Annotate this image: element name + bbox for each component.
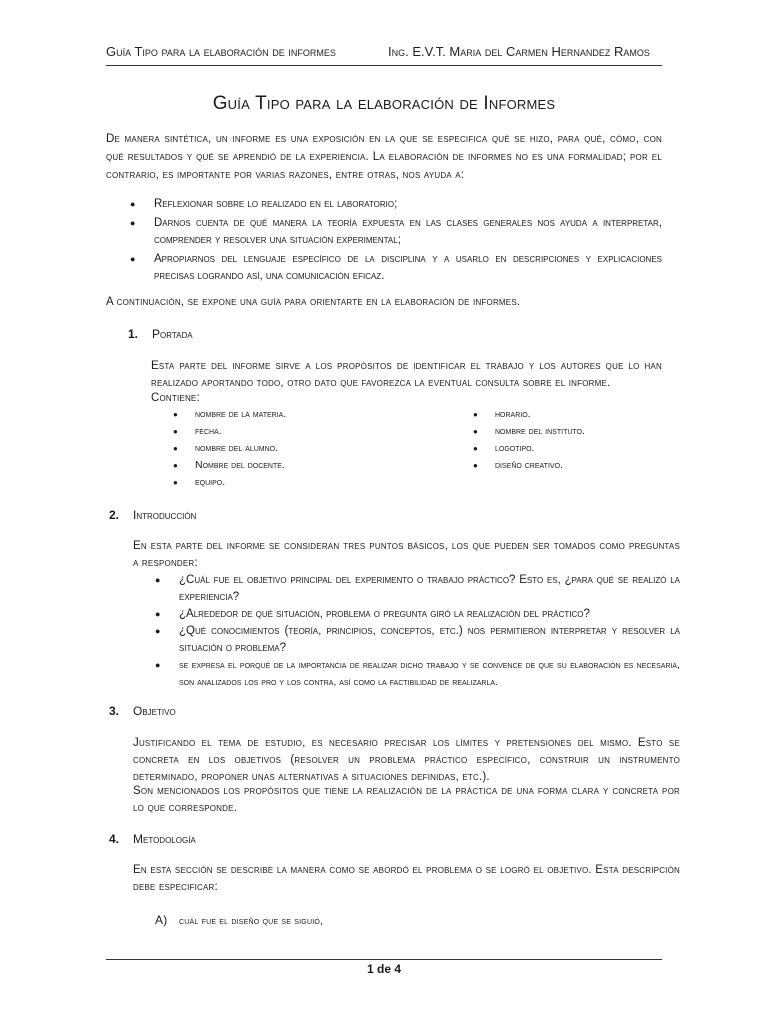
list-item: ● diseño creativo. [473, 457, 673, 474]
section-introduccion-heading [109, 508, 196, 522]
intro-bullet-3: ● Apropiarnos del lenguaje específico de la disciplina y a usarlo en descripciones y explicaciones precisas logrando así, una comunicación eficaz. [130, 251, 662, 285]
introduccion-bullet-3: ● ¿Qué conocimientos (teoría, principios, conceptos, etc.) nos permitieron interpretar y resolver la situación o problema? [155, 623, 680, 657]
objetivo-paragraph-2: Son mencionados los propósitos que tiene la realización de la práctica de una forma clara y concreta por lo que corresponde. [133, 785, 680, 814]
item-a-label: A) [155, 913, 168, 927]
header-document-title: Guía Tipo para la elaboración de informes [106, 44, 336, 59]
portada-list-right [473, 406, 673, 474]
section-number: 1. [128, 327, 139, 341]
metodologia-paragraph: En esta sección se describe la manera como se abordó el problema o se logró el objetivo. Esta descripción debe especificar: [133, 864, 680, 893]
list-item: ● nombre del alumno. [173, 440, 433, 457]
section-title: Objetivo [133, 704, 176, 718]
intro-paragraph: De manera sintética, un informe es una exposición en la que se especifica qué se hizo, para qué, cómo, con qué resultados y qué se aprendió de la experiencia. La elaboración de informes no es una formalidad; por el contrario, es importante por varias razones, entre otras, nos ayuda a: [106, 133, 662, 181]
list-item: ● fecha. [173, 423, 433, 440]
objetivo-paragraph-1: Justificando el tema de estudio, es necesario precisar los límites y pretensiones del mismo. Esto se concreta en los objetivos (resolver un problema práctico específico, construir un instrumento determinado, proponer unas alternativas a situaciones definidas, etc.). [133, 737, 680, 783]
list-item: ● nombre del instituto. [473, 423, 673, 440]
intro-continuation: A continuación, se expone una guía para orientarte en la elaboración de informes. [106, 296, 521, 308]
section-number: 4. [109, 832, 120, 846]
section-title: Metodología [133, 832, 196, 846]
list-item: ● logotipo. [473, 440, 673, 457]
section-portada-heading [128, 327, 193, 341]
introduccion-paragraph: En esta parte del informe se consideran tres puntos básicos, los que pueden ser tomados como preguntas a responder: [133, 540, 680, 569]
section-number: 2. [109, 508, 120, 522]
list-item: ● nombre de la materia. [173, 406, 433, 423]
section-title: Portada [152, 327, 193, 341]
list-item: ● Nombre del docente. [173, 457, 433, 474]
introduccion-bullet-1: ● ¿Cuál fue el objetivo principal del experimento o trabajo práctico? Esto es, ¿para qué se realizó la experiencia? [155, 572, 680, 606]
footer-rule [106, 959, 662, 960]
intro-bullet-1: ● Reflexionar sobre lo realizado en el laboratorio; [130, 196, 662, 213]
introduccion-bullet-4: ● se expresa el porqué de la importancia de realizar dicho trabajo y se convence de que su elaboración es necesaria, son analizados los pro y los contra, así como la factibilidad de realizarla. [155, 657, 680, 691]
item-a-text: cuál fue el diseño que se siguió, [179, 915, 324, 927]
section-metodologia-heading [109, 832, 196, 846]
page-header [106, 44, 662, 64]
metodologia-item-a [155, 912, 323, 930]
header-author: Ing. E.V.T. Maria del Carmen Hernandez Ramos [388, 44, 650, 59]
section-objetivo-heading [109, 704, 176, 718]
page-number: 1 de 4 [366, 962, 402, 976]
introduccion-bullet-2: ● ¿Alrededor de qué situación, problema o pregunta giró la realización del práctico? [155, 606, 680, 623]
section-title: Introducción [133, 508, 197, 522]
introduccion-bullet-list [155, 572, 680, 691]
portada-contiene-label: Contiene: [151, 392, 200, 404]
header-rule [106, 65, 662, 66]
list-item: ● horario. [473, 406, 673, 423]
list-item: ● equipo. [173, 474, 433, 491]
page-title: Guía Tipo para la elaboración de Informes [212, 93, 556, 114]
portada-paragraph: Esta parte del informe sirve a los propósitos de identificar el trabajo y los autores que lo han realizado aportando todo, otro dato que favorezca la eventual consulta sobre el informe. [151, 360, 662, 389]
intro-bullet-list [130, 196, 662, 285]
portada-list-left [173, 406, 433, 491]
intro-bullet-2: ● Darnos cuenta de qué manera la teoría expuesta en las clases generales nos ayuda a interpretar, comprender y resolver una situación experimental; [130, 215, 662, 249]
section-number: 3. [109, 704, 120, 718]
